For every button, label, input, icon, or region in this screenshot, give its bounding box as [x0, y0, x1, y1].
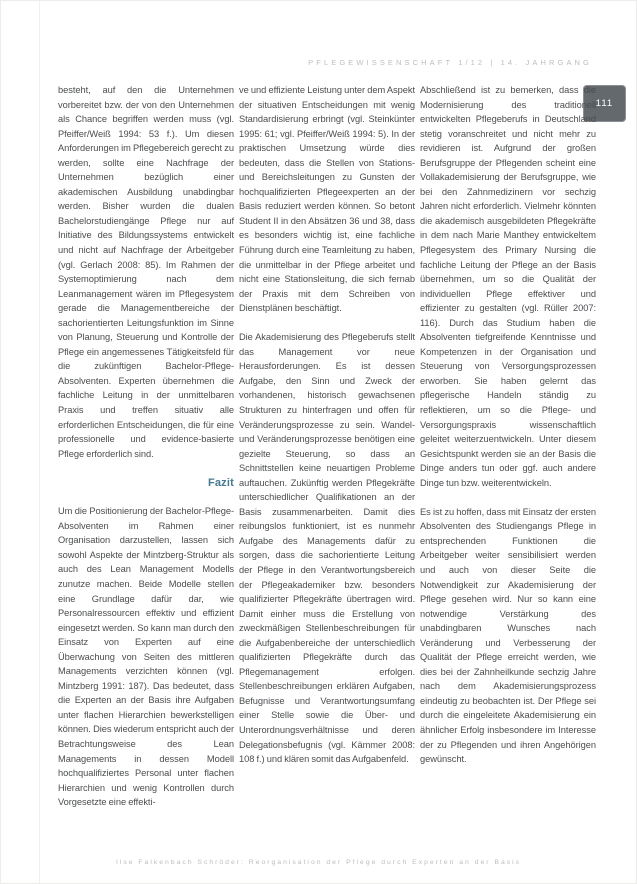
section-heading-fazit: Fazit — [207, 476, 234, 489]
footer-citation: Ilse Falkenbach Schröder: Reorganisation der Pflege durch Experten an der Basis — [115, 859, 522, 866]
paragraph: ve und effiziente Leistung unter dem Aspekt der situativen Entscheidungen mit wenig Standardisierung erbringt (vgl. Steinkünter 1995: 61; vgl. Pfeiffer/Weiß 1994: 5). In der praktischen Umsetzung würde dies bedeuten, dass die Stellen von Stations- und Bereichsleitungen zu Gunsten der hochqualifizierten Pflegeexperten an der Basis reduziert werden können. So betont Student II in den Absätzen 36 und 38, dass es besonders wichtig ist, eine fachliche Führung durch eine Teamleitung zu haben, die unmittelbar in der Pflege arbeitet und nicht eine Stationsleitung, die sich fernab der Praxis mit dem Schreiben von Dienstplänen beschäftigt. — [239, 85, 415, 314]
paragraph: besteht, auf den die Unternehmen vorbereitet bzw. der von den Unternehmen als Chance begriffen werden muss (vgl. Pfeiffer/Weiß 1994: 53 f.). Um diesen Anforderungen im Pflegebereich gerecht zu werden, sollte eine Nachfrage der Unternehmen bezüglich einer akademischen Ausbildung unabdingbar werden. Bisher wurden die dualen Bachelorstudiengänge Pflege nur auf Initiative des Bildungssystems entwickelt und nicht auf Nachfrage der Arbeitgeber (vgl. Gerlach 2008: 85). Im Rahmen der Systemoptimierung nach dem Leanmanagement wären im Pflegesystem gerade die Managementbereiche der sachorientierten Leitungsfunktion im Sinne von Planung, Steuerung und Kontrolle der Pflege ein angemessenes Tätigkeitsfeld für die zukünftigen Bachelor-Pflege-Absolventen. Experten übernehmen die fachliche Leitung in der unmittelbaren Praxis und treffen situativ alle erforderlichen Entscheidungen, die für eine professionelle und evidence-basierte Pflege erforderlich sind. — [58, 85, 234, 459]
article-columns — [58, 83, 595, 824]
paragraph: Um die Positionierung der Bachelor-Pflege-Absolventen im Rahmen einer Organisation darzustellen, lassen sich sowohl Aspekte der Mintzberg-Struktur als auch des Lean Management Modells zunutze machen. Beide Modelle stellen eine Grundlage dafür dar, wie Personalressourcen effektiv und effizient eingesetzt werden. So kann man durch den Einsatz von Experten auf eine Überwachung von Seiten des mittleren Managements verzichten können (vgl. Mintzberg 1991: 187). Das bedeutet, dass die Experten an der Basis ihre Aufgaben unter flachen Hierarchien bewerkstelligen können. Dies wiederum entspricht auch der Betrachtungsweise des Lean Managements in dessen Modell hochqualifiziertes Personal unter flachen Hierarchien und wenig Kontrollen durch Vorgesetzte eine effekti- — [58, 506, 234, 808]
running-header: PFLEGEWISSENSCHAFT 1/12 | 14. JAHRGANG — [308, 58, 592, 67]
page-number: 111 — [595, 98, 614, 109]
text-column-2 — [239, 83, 415, 824]
paragraph: Es ist zu hoffen, dass mit Einsatz der ersten Absolventen des Studiengangs Pflege in entsprechenden Funktionen die Arbeitgeber weiter sensibilisiert werden und auch von dieser Seite die Notwendigkeit zur Akademisierung der Pflege gesehen wird. Nur so kann eine notwendige Verstärkung des unabdingbaren Wunsches nach Veränderung und Verbesserung der Qualität der Pflege erreicht werden, wie dies bei der Zahnheilkunde sechzig Jahre nach dem Akademisierungsprozess eindeutig zu beobachten ist. Der Pflege sei durch die eingeleitete Akademisierung ein ähnlicher Erfolg insbesondere im Interesse der zu Pflegenden und ihren Angehörigen gewünscht. — [420, 506, 596, 765]
text-column-3 — [420, 83, 596, 824]
paragraph: Abschließend ist zu bemerken, dass die Modernisierung des traditionell entwickelten Pflegeberufs in Deutschland stetig voranschreitet und nicht mehr zu revidieren ist. Aufgrund der großen Berufsgruppe der Pflegenden scheint eine Vollakademisierung der Berufsgruppe, wie bei den Zahnmedizinern vor sechzig Jahren nicht erforderlich. Vielmehr könnten die akademisch ausgebildeten Pflegekräfte in dem nach Marie Manthey entwickeltem Pflegesystem des Primary Nursing die fachliche Leitung der Pflege an der Basis übernehmen, um so die Qualität der individuellen Pflege effektiver und effizienter zu gestalten (vgl. Rüller 2007: 116). Durch das Studium haben die Absolventen tiefgreifende Kenntnisse und Kompetenzen in der Organisation und Steuerung von Versorgungsprozessen erworben. Sie haben gelernt das pflegerische Handeln ständig zu reflektieren, um so die Pflege- und Versorgungspraxis wissenschaftlich geleitet weiterzuentwickeln. Unter diesem Gesichtspunkt werden sie an der Basis die Dinge anders tun oder ggf. auch andere Dinge tun bzw. weiterentwickeln. — [420, 85, 596, 488]
text-column-1 — [58, 83, 234, 824]
page-edge-line — [39, 1, 40, 884]
paragraph: Die Akademisierung des Pflegeberufs stellt das Management vor neue Herausforderungen. Es ist dessen Aufgabe, den Sinn und Zweck der vorhandenen, historisch gewachsenen Strukturen zu hinterfragen und offen für Veränderungsprozesse zu sein. Wandel- und Veränderungsprozesse benötigen eine gezielte Steuerung, so dass an Schnittstellen keine neuartigen Probleme auftauchen. Zukünftig werden Pflegekräfte unterschiedlicher Qualifikationen an der Basis zusammenarbeiten. Damit dies reibungslos funktioniert, ist es nunmehr Aufgabe des Managements dafür zu sorgen, dass die sachorientierte Leitung der Pflege in den Verantwortungsbereich der Pflegeakademiker bzw. besonders qualifizierter Pflegekräfte übertragen wird. Damit einher muss die Erstellung von zweckmäßigen Stellenbeschreibungen für die Aufgabenbereiche der unterschiedlich qualifizierten Pflegekräfte durch das Pflegemanagement erfolgen. Stellenbeschreibungen erklären Aufgaben, Befugnisse und Verantwortungsumfang einer Stelle sowie die Über- und Unterordnungsverhältnisse und deren Delegationsbefugnis (vgl. Kämmer 2008: 108 f.) und klären somit das Aufgabenfeld. — [239, 332, 415, 765]
